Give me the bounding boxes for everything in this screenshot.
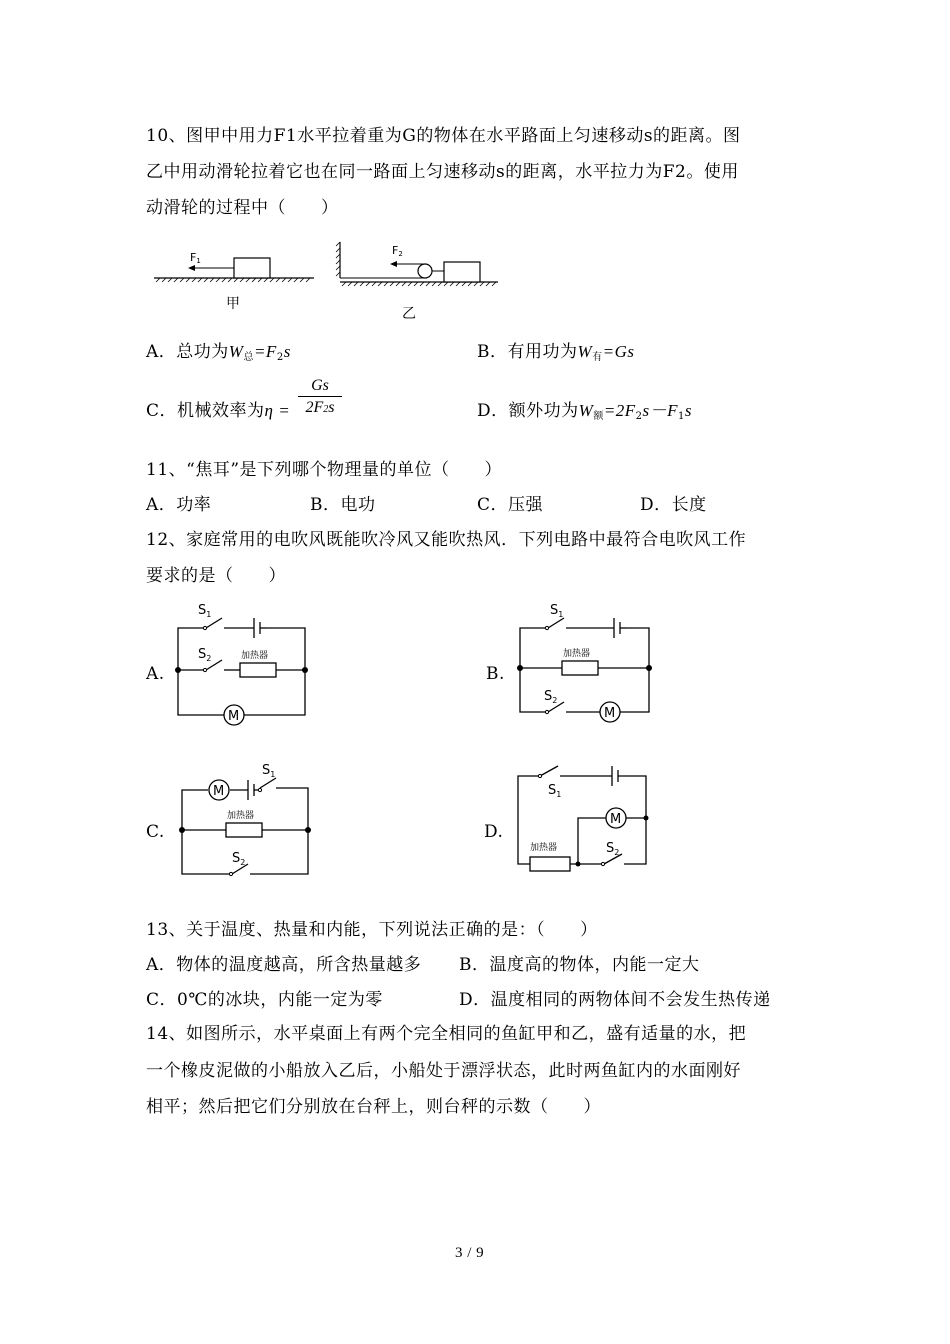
q13-option-c: C．0℃的冰块，内能一定为零 — [146, 990, 383, 1010]
q11-option-b: B．电功 — [310, 495, 376, 515]
q10-option-d: D．额外功为W额=2F2s－F1s — [477, 401, 693, 422]
svg-text:S1: $S_1$ — [262, 763, 276, 779]
svg-text:M: M — [604, 706, 616, 721]
svg-text:S2: $S_2$ — [232, 851, 246, 867]
q10-option-a: A．总功为W总=F2s — [146, 342, 291, 363]
q12-line1: 12、家庭常用的电吹风既能吹冷风又能吹热风．下列电路中最符合电吹风工作 — [146, 530, 747, 550]
svg-text:加热器: 加热器 — [563, 649, 591, 659]
svg-text:加热器: 加热器 — [530, 843, 558, 853]
svg-text:M: M — [228, 709, 240, 724]
svg-text:S1: $S_1$ — [550, 603, 564, 619]
circuit-d — [510, 758, 662, 878]
q14-line1: 14、如图所示，水平桌面上有两个完全相同的鱼缸甲和乙，盛有适量的水，把 — [146, 1024, 747, 1044]
q10-line2: 乙中用动滑轮拉着它也在同一路面上匀速移动s的距离，水平拉力为F2。使用 — [146, 162, 739, 182]
q14-line2: 一个橡皮泥做的小船放入乙后，小船处于漂浮状态，此时两鱼缸内的水面刚好 — [146, 1061, 741, 1081]
svg-text:S2: $S_2$ — [606, 841, 620, 857]
circuit-c-label: C. — [146, 822, 165, 842]
svg-text:S1: $S_1$ — [548, 783, 562, 799]
q10-efficiency-fraction: $\frac{Gs}{2F2s}$ — [298, 376, 342, 421]
figure-yi — [332, 238, 504, 324]
circuit-b — [514, 598, 662, 728]
q11-stem: 11、“焦耳”是下列哪个物理量的单位（ ） — [146, 460, 503, 480]
q10-line1: 10、图甲中用力F1水平拉着重为G的物体在水平路面上匀速移动s的距离。图 — [146, 126, 741, 146]
page-number: 3 / 9 — [455, 1245, 485, 1261]
q13-stem: 13、关于温度、热量和内能，下列说法正确的是：（ ） — [146, 920, 598, 940]
circuit-b-label: B. — [486, 664, 505, 684]
q13-option-b: B．温度高的物体，内能一定大 — [459, 955, 700, 975]
svg-text:S2: $S_2$ — [544, 689, 558, 705]
fig-yi-caption: 乙 — [402, 306, 416, 322]
svg-text:S2: $S_2$ — [198, 647, 212, 663]
circuit-c — [172, 760, 320, 885]
circuit-d-label: D. — [484, 822, 504, 842]
q10-option-b: B．有用功为W有=Gs — [477, 342, 635, 363]
svg-text:M: M — [213, 784, 225, 799]
q13-option-a: A．物体的温度越高，所含热量越多 — [146, 955, 422, 975]
circuit-a — [172, 600, 320, 730]
svg-text:加热器: 加热器 — [227, 811, 255, 821]
q10-line3: 动滑轮的过程中（ ） — [146, 198, 339, 218]
svg-text:加热器: 加热器 — [241, 651, 269, 661]
q14-line3: 相平；然后把它们分别放在台秤上，则台秤的示数（ ） — [146, 1097, 601, 1117]
q11-option-a: A．功率 — [146, 495, 212, 515]
svg-text:M: M — [610, 812, 622, 827]
q11-option-c: C．压强 — [477, 495, 544, 515]
svg-text:F1: F1 — [190, 251, 201, 265]
figure-jia — [150, 246, 320, 316]
fig-jia-caption: 甲 — [226, 296, 240, 312]
q13-option-d: D．温度相同的两物体间不会发生热传递 — [459, 990, 771, 1010]
q10-option-c: C．机械效率为η = — [146, 401, 291, 421]
q12-line2: 要求的是（ ） — [146, 566, 286, 586]
svg-text:F2: F2 — [392, 244, 403, 258]
svg-text:S1: $S_1$ — [198, 603, 212, 619]
circuit-a-label: A. — [146, 664, 165, 684]
q11-option-d: D．长度 — [640, 495, 707, 515]
